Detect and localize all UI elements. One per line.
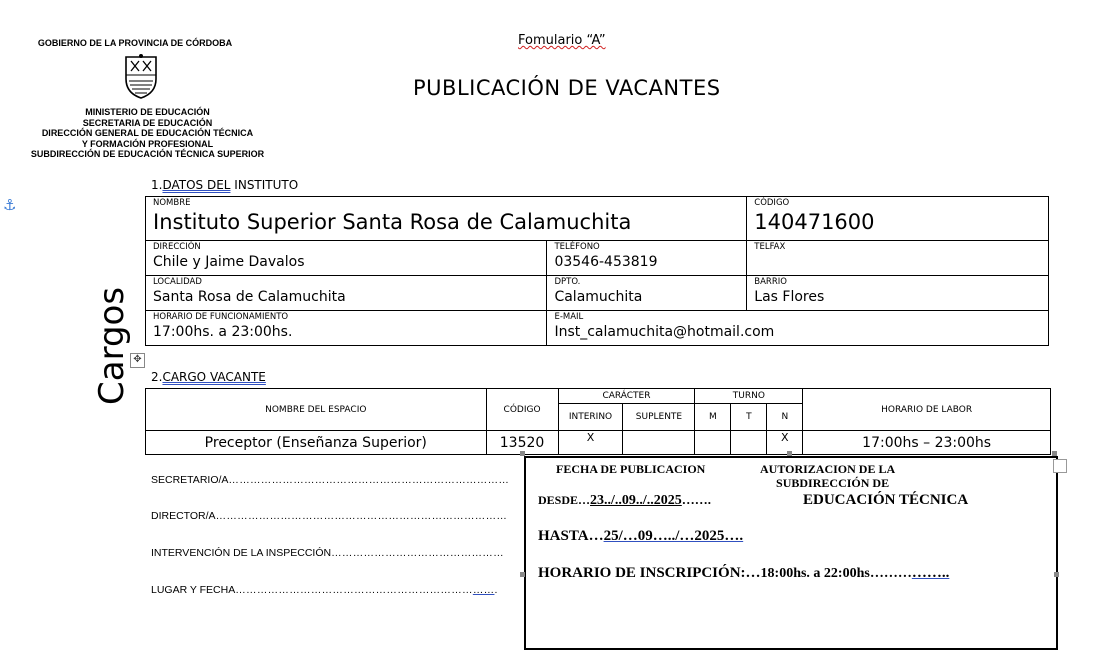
desde-line	[538, 492, 711, 509]
desde-suffix: …….	[681, 492, 712, 507]
signature-secretario: SECRETARIO/A……………………………………………………………………	[151, 474, 510, 486]
email-cell	[547, 311, 1049, 346]
section1-title-underlined: DATOS DEL	[162, 178, 231, 192]
ministry-line: MINISTERIO DE EDUCACIÓN	[85, 107, 210, 117]
header-t: T	[731, 404, 767, 431]
resize-handle-top-right[interactable]	[1052, 451, 1057, 456]
section2-number: 2.	[151, 370, 163, 384]
codigo-value: 140471600	[754, 210, 875, 234]
horario-cell	[146, 311, 547, 346]
horario-inscripcion-label: HORARIO DE INSCRIPCIÓN:…	[538, 565, 761, 581]
desde-prefix: DESDE…	[538, 493, 591, 507]
section2-title	[151, 370, 266, 384]
row-t	[731, 431, 767, 455]
direccion-label: DIRECCIÓN	[153, 242, 201, 252]
dpto-label: DPTO.	[554, 277, 581, 287]
horario-inscripcion-line	[538, 565, 949, 582]
vacancy-table	[145, 388, 1051, 455]
section1-number: 1.	[151, 178, 163, 192]
horario-label: HORARIO DE FUNCIONAMIENTO	[153, 312, 289, 322]
page-title: PUBLICACIÓN DE VACANTES	[413, 76, 721, 100]
email-value: Inst_calamuchita@hotmail.com	[554, 324, 775, 340]
side-label: Cargos	[92, 286, 132, 405]
resize-handle-top-middle[interactable]	[787, 451, 792, 456]
ministry-line: Y FORMACIÓN PROFESIONAL	[81, 138, 214, 149]
ministry-block	[20, 107, 275, 160]
localidad-cell	[146, 276, 547, 311]
nombre-label: NOMBRE	[153, 198, 191, 208]
autorizacion-label	[760, 462, 895, 490]
codigo-label: CÓDIGO	[754, 198, 790, 208]
header-caracter: CARÁCTER	[558, 389, 695, 404]
hasta-value: 25/…09…../…2025….	[603, 528, 744, 544]
horario-inscripcion-suffix: ……..	[911, 565, 950, 581]
email-label: E-MAIL	[554, 312, 584, 322]
row-horario: 17:00hs – 23:00hs	[803, 431, 1051, 455]
institute-table	[145, 196, 1049, 346]
signature-director-label: DIRECTOR/A	[151, 510, 216, 522]
form-name-text: Fomulario “A”	[518, 33, 606, 48]
anchor-icon: ⚓	[3, 196, 17, 214]
section1-title	[151, 178, 298, 192]
section2-title-underlined: CARGO VACANTE	[162, 370, 266, 384]
dpto-cell	[547, 276, 747, 311]
telefono-label: TELÉFONO	[554, 242, 600, 252]
localidad-value: Santa Rosa de Calamuchita	[153, 289, 346, 305]
localidad-label: LOCALIDAD	[153, 277, 202, 287]
horario-value: 17:00hs. a 23:00hs.	[153, 324, 293, 340]
signature-lugar-label: LUGAR Y FECHA	[151, 584, 236, 596]
gov-title: GOBIERNO DE LA PROVINCIA DE CÓRDOBA	[37, 38, 233, 48]
autorizacion-line-1: AUTORIZACION DE LA	[760, 462, 896, 476]
header-espacio: NOMBRE DEL ESPACIO	[146, 389, 487, 431]
desde-value: 23../..09../..2025	[590, 493, 682, 508]
resize-handle-middle-right[interactable]	[1054, 572, 1059, 577]
row-interino: X	[558, 431, 623, 455]
nombre-value: Instituto Superior Santa Rosa de Calamuchita	[153, 210, 632, 234]
resize-handle-top-left[interactable]	[520, 451, 525, 456]
ministry-line: SECRETARIA DE EDUCACIÓN	[82, 117, 213, 128]
codigo-cell	[747, 197, 1049, 241]
resize-handle-middle-left[interactable]	[520, 572, 525, 577]
educacion-tecnica-label: EDUCACIÓN TÉCNICA	[803, 492, 969, 508]
section1-title-rest: INSTITUTO	[230, 178, 299, 192]
row-espacio: Preceptor (Enseñanza Superior)	[146, 431, 487, 455]
autorizacion-line-2: SUBDIRECCIÓN DE	[776, 476, 890, 490]
row-n: X	[767, 431, 803, 455]
ministry-line: DIRECCIÓN GENERAL DE EDUCACIÓN TÉCNICA	[41, 128, 254, 138]
telefono-cell	[547, 241, 747, 276]
hasta-line	[538, 528, 743, 545]
signature-inspeccion: INTERVENCIÓN DE LA INSPECCIÓN…………………………………………	[151, 547, 504, 559]
dpto-value: Calamuchita	[554, 289, 643, 305]
ministry-line: SUBDIRECCIÓN DE EDUCACIÓN TÉCNICA SUPERIOR	[30, 149, 265, 159]
header-interino: INTERINO	[558, 404, 623, 431]
header-n: N	[767, 404, 803, 431]
signature-inspeccion-label: INTERVENCIÓN DE LA INSPECCIÓN	[151, 547, 332, 559]
header-codigo: CÓDIGO	[486, 389, 558, 431]
telfax-cell	[747, 241, 1049, 276]
coat-of-arms	[120, 53, 162, 99]
row-suplente	[623, 431, 695, 455]
header-m: M	[695, 404, 731, 431]
header-suplente: SUPLENTE	[623, 404, 695, 431]
publication-box[interactable]	[524, 456, 1058, 650]
nombre-cell	[146, 197, 747, 241]
signature-lugar: LUGAR Y FECHA……………………………………………………………….	[151, 584, 498, 596]
direccion-value: Chile y Jaime Davalos	[153, 254, 305, 270]
form-name	[518, 33, 606, 48]
row-m	[695, 431, 731, 455]
barrio-value: Las Flores	[754, 289, 825, 305]
signature-secretario-label: SECRETARIO/A	[151, 474, 229, 486]
signature-director: DIRECTOR/A………………………………………………………………………	[151, 510, 508, 522]
barrio-cell	[747, 276, 1049, 311]
hasta-prefix: HASTA…	[538, 528, 604, 544]
header-turno: TURNO	[695, 389, 803, 404]
table-row	[146, 431, 1051, 455]
table-move-handle-icon[interactable]: ✥	[130, 353, 145, 368]
layout-options-button[interactable]	[1053, 459, 1067, 473]
barrio-label: BARRIO	[754, 277, 787, 287]
telfax-label: TELFAX	[754, 242, 786, 252]
fecha-publicacion-label: FECHA DE PUBLICACION	[556, 462, 706, 476]
telefono-value: 03546-453819	[554, 254, 658, 270]
direccion-cell	[146, 241, 547, 276]
horario-inscripcion-value: 18:00hs. a 22:00hs………	[760, 566, 912, 581]
header-horario: HORARIO DE LABOR	[803, 389, 1051, 431]
row-codigo: 13520	[486, 431, 558, 455]
